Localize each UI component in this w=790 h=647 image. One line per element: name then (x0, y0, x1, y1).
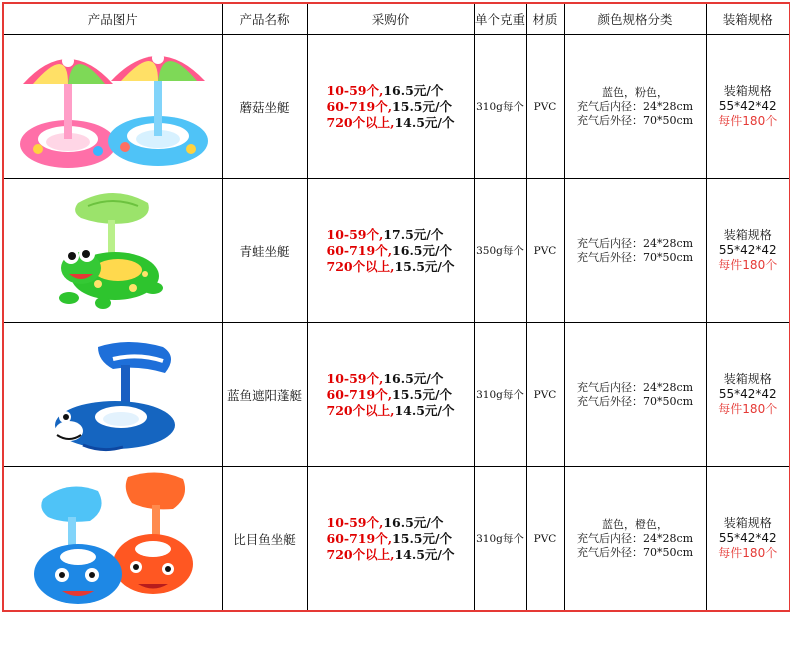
header-weight: 单个克重 (474, 3, 526, 35)
price-value: 15.5元/个 (394, 258, 455, 274)
pack-cell (706, 35, 790, 179)
price-value: 16.5元/个 (383, 370, 444, 386)
price-tier: 60-719个, (326, 386, 393, 402)
pack-count: 每件180个 (718, 114, 778, 128)
price-cell (307, 179, 474, 323)
price-value: 16.5元/个 (383, 82, 444, 98)
pack-label: 装箱规格 (723, 228, 772, 242)
material-cell: PVC (526, 35, 564, 179)
price-tier: 60-719个, (326, 98, 393, 114)
table-row (3, 35, 790, 179)
price-tier: 10-59个, (326, 82, 384, 98)
spec-block (577, 381, 693, 409)
price-list (327, 83, 455, 131)
flatfish-boat-icon (28, 469, 198, 609)
pack-label: 装箱规格 (723, 84, 772, 98)
table-row (3, 467, 790, 612)
price-value: 14.5元/个 (394, 546, 455, 562)
spec-block (577, 86, 693, 128)
price-tier: 720个以上, (326, 402, 395, 418)
price-list (327, 371, 455, 419)
price-line (327, 227, 455, 243)
spec-outer: 充气后外径：70*50cm (576, 113, 694, 127)
product-table (2, 2, 790, 612)
price-cell (307, 323, 474, 467)
price-list (327, 515, 455, 563)
price-cell (307, 467, 474, 612)
pack-label: 装箱规格 (723, 516, 772, 530)
spec-outer: 充气后外径：70*50cm (576, 250, 694, 264)
pack-cell (706, 467, 790, 612)
pack-size: 55*42*42 (718, 531, 777, 545)
frog-boat-icon (53, 188, 173, 314)
weight-cell: 310g每个 (474, 323, 526, 467)
price-list (327, 227, 455, 275)
product-image-cell (3, 35, 222, 179)
price-value: 16.5元/个 (392, 242, 453, 258)
price-line (327, 243, 455, 259)
price-tier: 720个以上, (326, 546, 395, 562)
product-name: 比目鱼坐艇 (222, 467, 307, 612)
spec-block (577, 237, 693, 265)
product-name: 青蛙坐艇 (222, 179, 307, 323)
pack-size: 55*42*42 (718, 99, 777, 113)
spec-outer: 充气后外径：70*50cm (576, 545, 694, 559)
price-value: 15.5元/个 (392, 386, 453, 402)
price-line (327, 259, 455, 275)
spec-inner: 充气后内径：24*28cm (576, 531, 694, 545)
pack-size: 55*42*42 (718, 387, 777, 401)
price-tier: 10-59个, (326, 514, 384, 530)
spec-cell (564, 179, 706, 323)
header-image: 产品图片 (3, 3, 222, 35)
header-price: 采购价 (307, 3, 474, 35)
price-line (327, 547, 455, 563)
price-tier: 10-59个, (326, 226, 384, 242)
spec-outer: 充气后外径：70*50cm (576, 394, 694, 408)
mushroom-boat-icon (13, 39, 213, 175)
price-value: 15.5元/个 (392, 530, 453, 546)
price-line (327, 387, 455, 403)
pack-count: 每件180个 (718, 546, 778, 560)
whale-boat-icon (43, 335, 183, 455)
header-row (3, 3, 790, 35)
spec-cell (564, 467, 706, 612)
spec-block (577, 518, 693, 560)
pack-count: 每件180个 (718, 402, 778, 416)
spec-inner: 充气后内径：24*28cm (576, 380, 694, 394)
header-name: 产品名称 (222, 3, 307, 35)
price-tier: 720个以上, (326, 114, 395, 130)
price-tier: 60-719个, (326, 242, 393, 258)
spec-colors: 蓝色，粉色， (602, 85, 668, 99)
pack-label: 装箱规格 (723, 372, 772, 386)
price-value: 15.5元/个 (392, 98, 453, 114)
price-line (327, 115, 455, 131)
price-line (327, 515, 455, 531)
price-value: 14.5元/个 (394, 114, 455, 130)
product-image-cell (3, 323, 222, 467)
weight-cell: 310g每个 (474, 35, 526, 179)
pack-count: 每件180个 (718, 258, 778, 272)
price-value: 17.5元/个 (383, 226, 444, 242)
header-material: 材质 (526, 3, 564, 35)
material-cell: PVC (526, 467, 564, 612)
price-line (327, 371, 455, 387)
product-name: 蓝鱼遮阳蓬艇 (222, 323, 307, 467)
price-tier: 720个以上, (326, 258, 395, 274)
spec-inner: 充气后内径：24*28cm (576, 236, 694, 250)
weight-cell: 350g每个 (474, 179, 526, 323)
price-value: 14.5元/个 (394, 402, 455, 418)
weight-cell: 310g每个 (474, 467, 526, 612)
spec-inner: 充气后内径：24*28cm (576, 99, 694, 113)
pack-size: 55*42*42 (718, 243, 777, 257)
price-line (327, 99, 455, 115)
pack-cell (706, 323, 790, 467)
price-tier: 60-719个, (326, 530, 393, 546)
price-line (327, 83, 455, 99)
table-row (3, 323, 790, 467)
spec-cell (564, 323, 706, 467)
spec-colors: 蓝色，橙色， (602, 517, 668, 531)
product-name: 蘑菇坐艇 (222, 35, 307, 179)
price-cell (307, 35, 474, 179)
pack-cell (706, 179, 790, 323)
spec-cell (564, 35, 706, 179)
product-image-cell (3, 179, 222, 323)
material-cell: PVC (526, 179, 564, 323)
header-pack: 装箱规格 (706, 3, 790, 35)
material-cell: PVC (526, 323, 564, 467)
price-line (327, 531, 455, 547)
product-image-cell (3, 467, 222, 612)
table-row (3, 179, 790, 323)
price-tier: 10-59个, (326, 370, 384, 386)
header-spec: 颜色规格分类 (564, 3, 706, 35)
price-value: 16.5元/个 (383, 514, 444, 530)
price-line (327, 403, 455, 419)
